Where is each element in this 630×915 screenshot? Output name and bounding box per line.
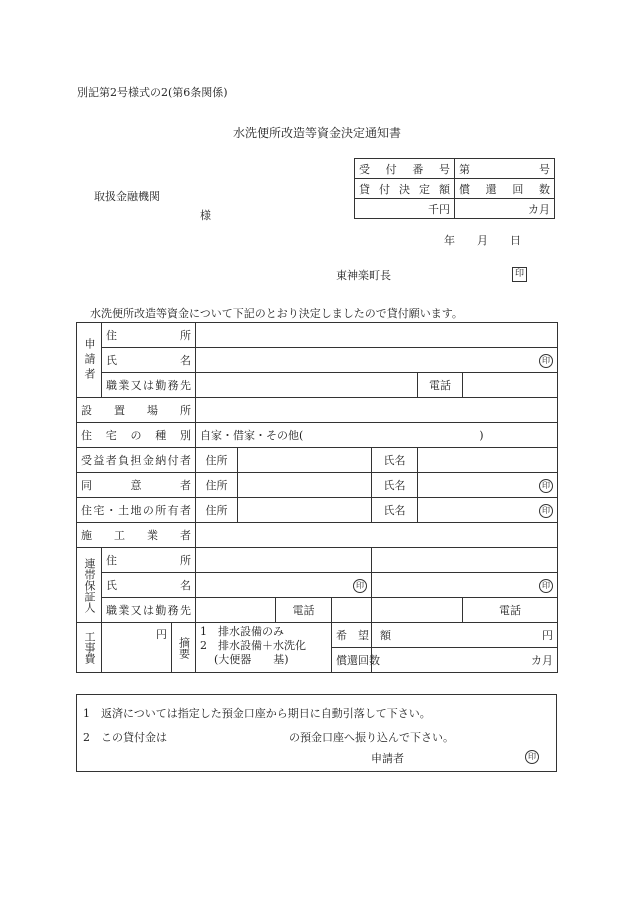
honorific: 様 — [200, 209, 211, 222]
receipt-suffix: 号 — [539, 162, 550, 176]
consenter-name-label: 氏名 — [372, 473, 418, 498]
main-table — [76, 322, 558, 673]
owner-label: 住宅・土地の所有者 — [77, 498, 196, 523]
notes-box — [76, 694, 557, 772]
applicant-group-label: 申請者 — [77, 323, 102, 398]
guarantor2-address-field[interactable] — [372, 548, 558, 573]
beneficiary-label: 受益者負担金納付者 — [77, 448, 196, 473]
notes-applicant-label: 申請者 — [371, 752, 404, 765]
guarantor1-occupation-field[interactable] — [196, 598, 276, 623]
repayment-count-value[interactable]: カ月 — [455, 199, 555, 219]
owner-address-field[interactable] — [238, 498, 372, 523]
beneficiary-name-field[interactable] — [418, 448, 558, 473]
beneficiary-address-label: 住所 — [196, 448, 238, 473]
site-label: 設置場所 — [77, 398, 196, 423]
form-number: 別記第2号様式の2(第6条関係) — [77, 86, 228, 99]
guarantor2-name-field[interactable] — [372, 573, 558, 598]
owner-address-label: 住所 — [196, 498, 238, 523]
owner-name-label: 氏名 — [372, 498, 418, 523]
addressee: 取扱金融機関 — [94, 190, 160, 203]
contractor-field[interactable] — [196, 523, 558, 548]
intro-text: 水洗便所改造等資金について下記のとおり決定しましたので貸付願います。 — [90, 307, 463, 320]
seal-icon: 印 — [539, 479, 553, 493]
applicant-address-label: 住 所 — [102, 323, 196, 348]
site-field[interactable] — [196, 398, 558, 423]
note-2-end: の預金口座へ振り込んで下さい。 — [289, 731, 454, 744]
notes-applicant-seal — [525, 749, 539, 764]
guarantor-name-label: 氏 名 — [102, 573, 196, 598]
summary-option-2: 2 排水設備＋水洗化 — [200, 639, 306, 652]
applicant-phone-label: 電話 — [418, 373, 463, 398]
seal-icon: 印 — [539, 354, 553, 368]
consenter-name-field[interactable] — [418, 473, 558, 498]
repay-count-field[interactable]: カ月 — [372, 648, 558, 673]
summary-option-1: 1 排水設備のみ — [200, 625, 284, 638]
seal-icon: 印 — [539, 579, 553, 593]
desired-amount-field[interactable]: 円 — [372, 623, 558, 648]
document-title: 水洗便所改造等資金決定通知書 — [233, 126, 402, 140]
issuer: 東神楽町長 — [336, 269, 391, 282]
note-2-start: 2 この貸付金は — [83, 731, 167, 744]
house-type-label: 住宅の種別 — [77, 423, 196, 448]
guarantor1-phone-label: 電話 — [276, 598, 332, 623]
guarantor2-phone-label: 電話 — [463, 598, 558, 623]
summary-field[interactable] — [196, 623, 332, 673]
receipt-prefix: 第 — [459, 162, 470, 176]
note-1: 1 返済については指定した預金口座から期日に自動引落して下さい。 — [83, 707, 431, 720]
issuer-seal — [512, 266, 527, 282]
beneficiary-address-field[interactable] — [238, 448, 372, 473]
date-line: 年 月 日 — [444, 234, 521, 247]
cost-field[interactable] — [102, 623, 172, 673]
applicant-name-label: 氏 名 — [102, 348, 196, 373]
loan-amount-value[interactable]: 千円 — [355, 199, 455, 219]
applicant-name-field[interactable] — [196, 348, 558, 373]
seal-icon: 印 — [512, 267, 527, 282]
seal-icon: 印 — [525, 750, 539, 764]
receipt-number-value[interactable] — [455, 159, 555, 179]
beneficiary-name-label: 氏名 — [372, 448, 418, 473]
summary-label: 摘要 — [172, 623, 196, 673]
guarantor-group-label: 連帯保証人 — [77, 548, 102, 623]
loan-amount-label: 貸付決定額 — [355, 179, 455, 199]
applicant-occupation-label: 職業又は勤務先 — [102, 373, 196, 398]
owner-name-field[interactable] — [418, 498, 558, 523]
receipt-number-label: 受 付 番 号 — [355, 159, 455, 179]
desired-amount-label: 希 望 額 — [332, 623, 372, 648]
guarantor-address-label: 住 所 — [102, 548, 196, 573]
guarantor-occupation-label: 職業又は勤務先 — [102, 598, 196, 623]
cost-group-label: 工事費 — [77, 623, 102, 673]
applicant-phone-field[interactable] — [463, 373, 558, 398]
seal-icon: 印 — [539, 504, 553, 518]
applicant-occupation-field[interactable] — [196, 373, 418, 398]
contractor-label: 施 工 業 者 — [77, 523, 196, 548]
consenter-address-field[interactable] — [238, 473, 372, 498]
guarantor1-name-field[interactable] — [196, 573, 372, 598]
summary-option-2-detail: (大便器 基) — [214, 653, 289, 666]
seal-icon: 印 — [353, 579, 367, 593]
applicant-address-field[interactable] — [196, 323, 558, 348]
repayment-count-label: 償 還 回 数 — [455, 179, 555, 199]
yen-unit: 円 — [156, 628, 167, 641]
info-box — [354, 158, 555, 219]
guarantor1-phone-field[interactable] — [332, 598, 372, 623]
repay-count-label: 償還回数 — [332, 648, 372, 673]
house-type-field[interactable]: 自家・借家・その他( ) — [196, 423, 558, 448]
guarantor2-occupation-field[interactable] — [372, 598, 463, 623]
guarantor1-address-field[interactable] — [196, 548, 372, 573]
consenter-label: 同 意 者 — [77, 473, 196, 498]
consenter-address-label: 住所 — [196, 473, 238, 498]
